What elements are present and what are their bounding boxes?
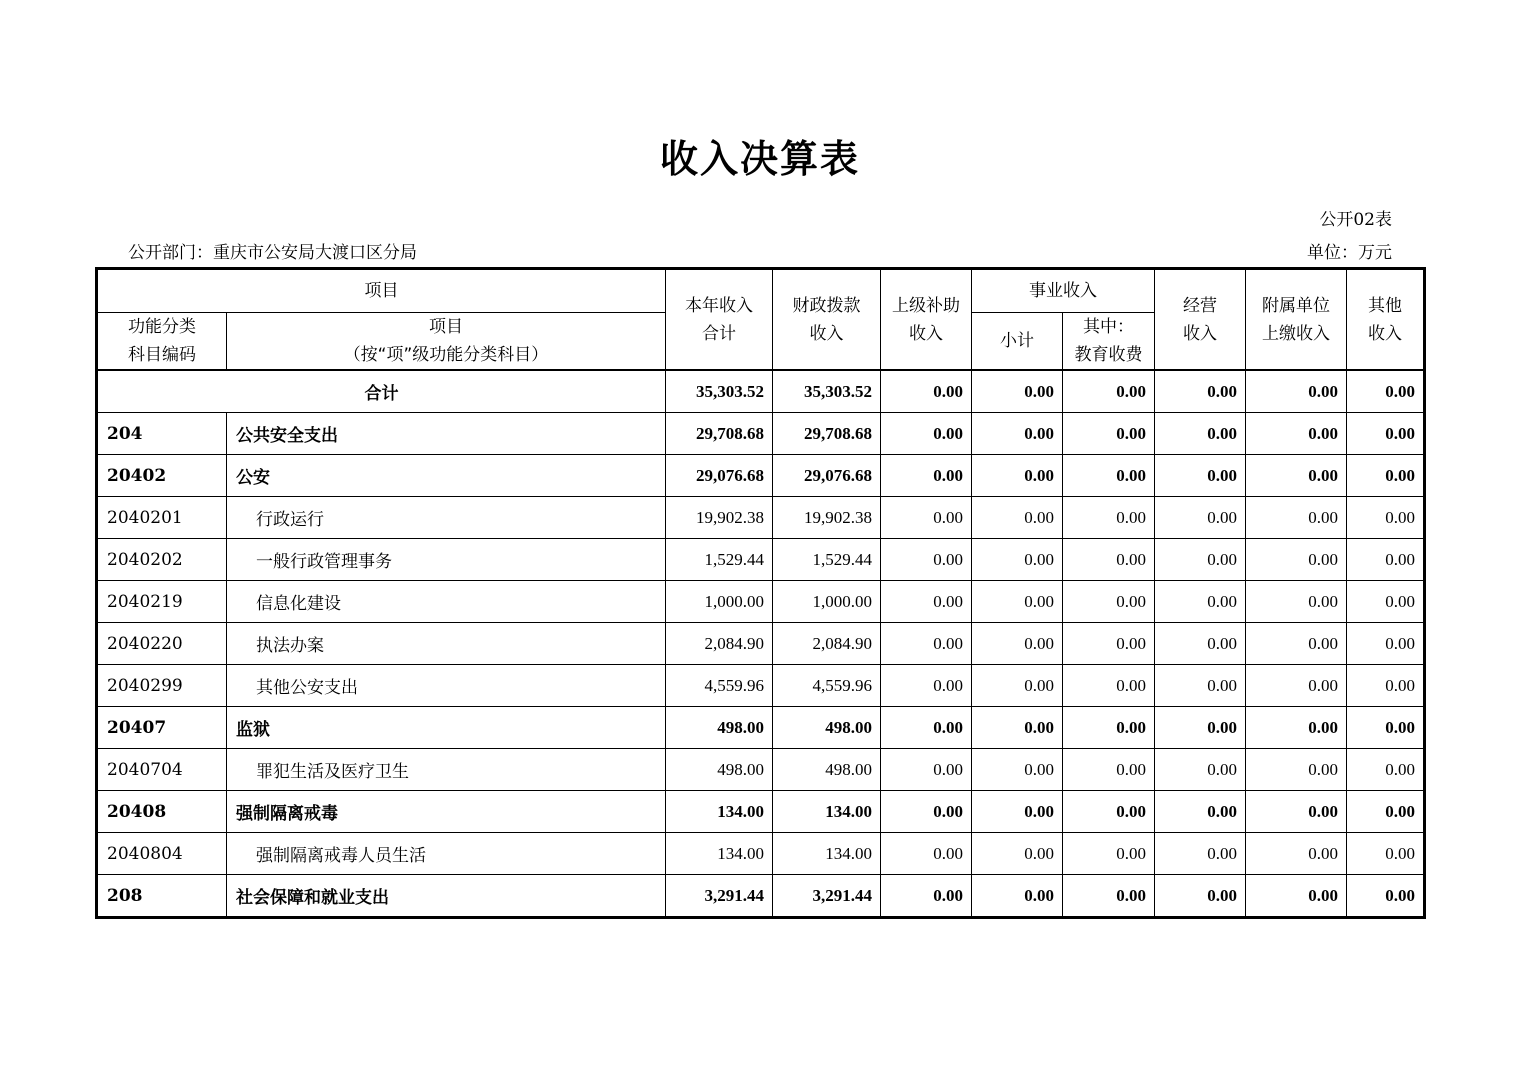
total-value: 35,303.52 bbox=[773, 370, 881, 413]
row-value: 0.00 bbox=[1155, 665, 1246, 707]
header-affiliated: 附属单位 上缴收入 bbox=[1246, 270, 1347, 371]
row-value: 498.00 bbox=[666, 707, 773, 749]
table-row bbox=[98, 707, 1424, 749]
row-value: 0.00 bbox=[972, 413, 1063, 455]
row-value: 0.00 bbox=[1155, 833, 1246, 875]
row-value: 0.00 bbox=[1347, 413, 1424, 455]
row-value: 0.00 bbox=[881, 455, 972, 497]
row-name: 公共安全支出 bbox=[227, 413, 666, 455]
row-code: 2040704 bbox=[98, 749, 227, 791]
row-value: 0.00 bbox=[1063, 497, 1155, 539]
row-value: 0.00 bbox=[1063, 539, 1155, 581]
header-item: 项目 （按“项”级功能分类科目） bbox=[227, 313, 666, 371]
row-value: 0.00 bbox=[881, 539, 972, 581]
row-code: 2040220 bbox=[98, 623, 227, 665]
row-value: 0.00 bbox=[1246, 665, 1347, 707]
row-value: 0.00 bbox=[1347, 455, 1424, 497]
table-row bbox=[98, 581, 1424, 623]
header-subsidy: 上级补助 收入 bbox=[881, 270, 972, 371]
row-name: 一般行政管理事务 bbox=[227, 539, 666, 581]
row-value: 0.00 bbox=[881, 665, 972, 707]
row-value: 0.00 bbox=[1347, 581, 1424, 623]
row-value: 0.00 bbox=[1155, 875, 1246, 917]
row-value: 0.00 bbox=[1155, 707, 1246, 749]
header-other: 其他 收入 bbox=[1347, 270, 1424, 371]
row-value: 0.00 bbox=[1063, 791, 1155, 833]
row-name: 执法办案 bbox=[227, 623, 666, 665]
row-value: 498.00 bbox=[773, 749, 881, 791]
header-func-code: 功能分类 科目编码 bbox=[98, 313, 227, 371]
row-value: 0.00 bbox=[881, 707, 972, 749]
total-value: 0.00 bbox=[1246, 370, 1347, 413]
row-code: 20407 bbox=[98, 707, 227, 749]
row-name: 社会保障和就业支出 bbox=[227, 875, 666, 917]
row-value: 0.00 bbox=[1246, 455, 1347, 497]
row-code: 2040202 bbox=[98, 539, 227, 581]
header-edu-fee: 其中： 教育收费 bbox=[1063, 313, 1155, 371]
row-value: 0.00 bbox=[881, 875, 972, 917]
row-value: 498.00 bbox=[773, 707, 881, 749]
table-row bbox=[98, 665, 1424, 707]
row-value: 0.00 bbox=[972, 749, 1063, 791]
row-value: 0.00 bbox=[1347, 665, 1424, 707]
row-value: 0.00 bbox=[1155, 623, 1246, 665]
row-value: 0.00 bbox=[881, 791, 972, 833]
row-value: 0.00 bbox=[1063, 455, 1155, 497]
row-value: 29,076.68 bbox=[773, 455, 881, 497]
header-subtotal: 小计 bbox=[972, 313, 1063, 371]
header-business: 事业收入 bbox=[972, 270, 1155, 313]
department-label: 公开部门：重庆市公安局大渡口区分局 bbox=[128, 243, 417, 263]
row-code: 2040299 bbox=[98, 665, 227, 707]
row-value: 0.00 bbox=[1063, 875, 1155, 917]
total-value: 0.00 bbox=[1155, 370, 1246, 413]
unit-label: 单位：万元 bbox=[1307, 243, 1392, 263]
row-value: 2,084.90 bbox=[773, 623, 881, 665]
table-row bbox=[98, 833, 1424, 875]
row-name: 罪犯生活及医疗卫生 bbox=[227, 749, 666, 791]
row-code: 20402 bbox=[98, 455, 227, 497]
row-value: 1,529.44 bbox=[666, 539, 773, 581]
row-value: 29,708.68 bbox=[773, 413, 881, 455]
row-value: 0.00 bbox=[881, 623, 972, 665]
row-code: 204 bbox=[98, 413, 227, 455]
row-name: 其他公安支出 bbox=[227, 665, 666, 707]
page-title: 收入决算表 bbox=[659, 137, 860, 181]
row-code: 2040804 bbox=[98, 833, 227, 875]
row-value: 0.00 bbox=[1063, 749, 1155, 791]
row-code: 208 bbox=[98, 875, 227, 917]
row-value: 3,291.44 bbox=[666, 875, 773, 917]
row-value: 0.00 bbox=[881, 833, 972, 875]
row-value: 0.00 bbox=[1347, 791, 1424, 833]
table-row bbox=[98, 455, 1424, 497]
row-value: 0.00 bbox=[1155, 413, 1246, 455]
row-name: 信息化建设 bbox=[227, 581, 666, 623]
row-value: 0.00 bbox=[1246, 413, 1347, 455]
row-value: 4,559.96 bbox=[666, 665, 773, 707]
row-value: 19,902.38 bbox=[773, 497, 881, 539]
row-value: 29,076.68 bbox=[666, 455, 773, 497]
row-value: 0.00 bbox=[972, 875, 1063, 917]
row-value: 0.00 bbox=[972, 665, 1063, 707]
row-value: 0.00 bbox=[881, 749, 972, 791]
income-table bbox=[97, 269, 1424, 917]
row-value: 0.00 bbox=[1155, 791, 1246, 833]
row-value: 0.00 bbox=[1155, 455, 1246, 497]
header-project: 项目 bbox=[98, 270, 666, 313]
row-name: 强制隔离戒毒人员生活 bbox=[227, 833, 666, 875]
row-value: 0.00 bbox=[1347, 539, 1424, 581]
row-value: 0.00 bbox=[972, 791, 1063, 833]
row-value: 0.00 bbox=[1246, 833, 1347, 875]
row-value: 0.00 bbox=[1246, 791, 1347, 833]
row-name: 公安 bbox=[227, 455, 666, 497]
row-value: 1,529.44 bbox=[773, 539, 881, 581]
row-value: 0.00 bbox=[972, 581, 1063, 623]
row-code: 20408 bbox=[98, 791, 227, 833]
row-name: 行政运行 bbox=[227, 497, 666, 539]
row-value: 19,902.38 bbox=[666, 497, 773, 539]
row-value: 0.00 bbox=[1063, 665, 1155, 707]
row-value: 0.00 bbox=[881, 497, 972, 539]
row-code: 2040201 bbox=[98, 497, 227, 539]
total-label: 合计 bbox=[98, 370, 666, 413]
row-value: 3,291.44 bbox=[773, 875, 881, 917]
row-value: 4,559.96 bbox=[773, 665, 881, 707]
row-value: 0.00 bbox=[1246, 875, 1347, 917]
row-value: 0.00 bbox=[1347, 707, 1424, 749]
row-value: 0.00 bbox=[1155, 539, 1246, 581]
row-value: 498.00 bbox=[666, 749, 773, 791]
row-value: 0.00 bbox=[1063, 623, 1155, 665]
row-value: 0.00 bbox=[1246, 749, 1347, 791]
row-value: 0.00 bbox=[1347, 497, 1424, 539]
table-row bbox=[98, 791, 1424, 833]
row-value: 0.00 bbox=[881, 581, 972, 623]
row-name: 监狱 bbox=[227, 707, 666, 749]
row-value: 0.00 bbox=[1347, 833, 1424, 875]
row-value: 134.00 bbox=[773, 791, 881, 833]
header-fiscal: 财政拨款 收入 bbox=[773, 270, 881, 371]
row-value: 0.00 bbox=[1155, 497, 1246, 539]
row-value: 0.00 bbox=[1155, 581, 1246, 623]
row-value: 0.00 bbox=[1063, 413, 1155, 455]
form-number: 公开02表 bbox=[1319, 210, 1392, 230]
header-total-income: 本年收入 合计 bbox=[666, 270, 773, 371]
total-value: 0.00 bbox=[972, 370, 1063, 413]
row-value: 134.00 bbox=[666, 791, 773, 833]
row-value: 0.00 bbox=[1246, 707, 1347, 749]
table-row bbox=[98, 413, 1424, 455]
table-row bbox=[98, 749, 1424, 791]
row-value: 0.00 bbox=[1246, 581, 1347, 623]
row-value: 0.00 bbox=[1063, 581, 1155, 623]
row-value: 0.00 bbox=[1063, 833, 1155, 875]
row-value: 0.00 bbox=[972, 707, 1063, 749]
row-value: 0.00 bbox=[1347, 623, 1424, 665]
row-value: 0.00 bbox=[1246, 497, 1347, 539]
row-name: 强制隔离戒毒 bbox=[227, 791, 666, 833]
row-code: 2040219 bbox=[98, 581, 227, 623]
total-value: 0.00 bbox=[1347, 370, 1424, 413]
row-value: 0.00 bbox=[972, 455, 1063, 497]
total-row bbox=[98, 370, 1424, 413]
row-value: 2,084.90 bbox=[666, 623, 773, 665]
row-value: 0.00 bbox=[972, 623, 1063, 665]
row-value: 1,000.00 bbox=[773, 581, 881, 623]
row-value: 0.00 bbox=[972, 539, 1063, 581]
table-row bbox=[98, 497, 1424, 539]
total-value: 0.00 bbox=[1063, 370, 1155, 413]
table-row bbox=[98, 539, 1424, 581]
row-value: 1,000.00 bbox=[666, 581, 773, 623]
table-row bbox=[98, 623, 1424, 665]
row-value: 0.00 bbox=[1246, 623, 1347, 665]
row-value: 0.00 bbox=[1347, 875, 1424, 917]
row-value: 29,708.68 bbox=[666, 413, 773, 455]
total-value: 0.00 bbox=[881, 370, 972, 413]
row-value: 134.00 bbox=[666, 833, 773, 875]
row-value: 0.00 bbox=[972, 833, 1063, 875]
row-value: 0.00 bbox=[1246, 539, 1347, 581]
header-operating: 经营 收入 bbox=[1155, 270, 1246, 371]
table-row bbox=[98, 875, 1424, 917]
row-value: 0.00 bbox=[1155, 749, 1246, 791]
total-value: 35,303.52 bbox=[666, 370, 773, 413]
row-value: 0.00 bbox=[881, 413, 972, 455]
row-value: 0.00 bbox=[1347, 749, 1424, 791]
row-value: 0.00 bbox=[972, 497, 1063, 539]
row-value: 134.00 bbox=[773, 833, 881, 875]
row-value: 0.00 bbox=[1063, 707, 1155, 749]
